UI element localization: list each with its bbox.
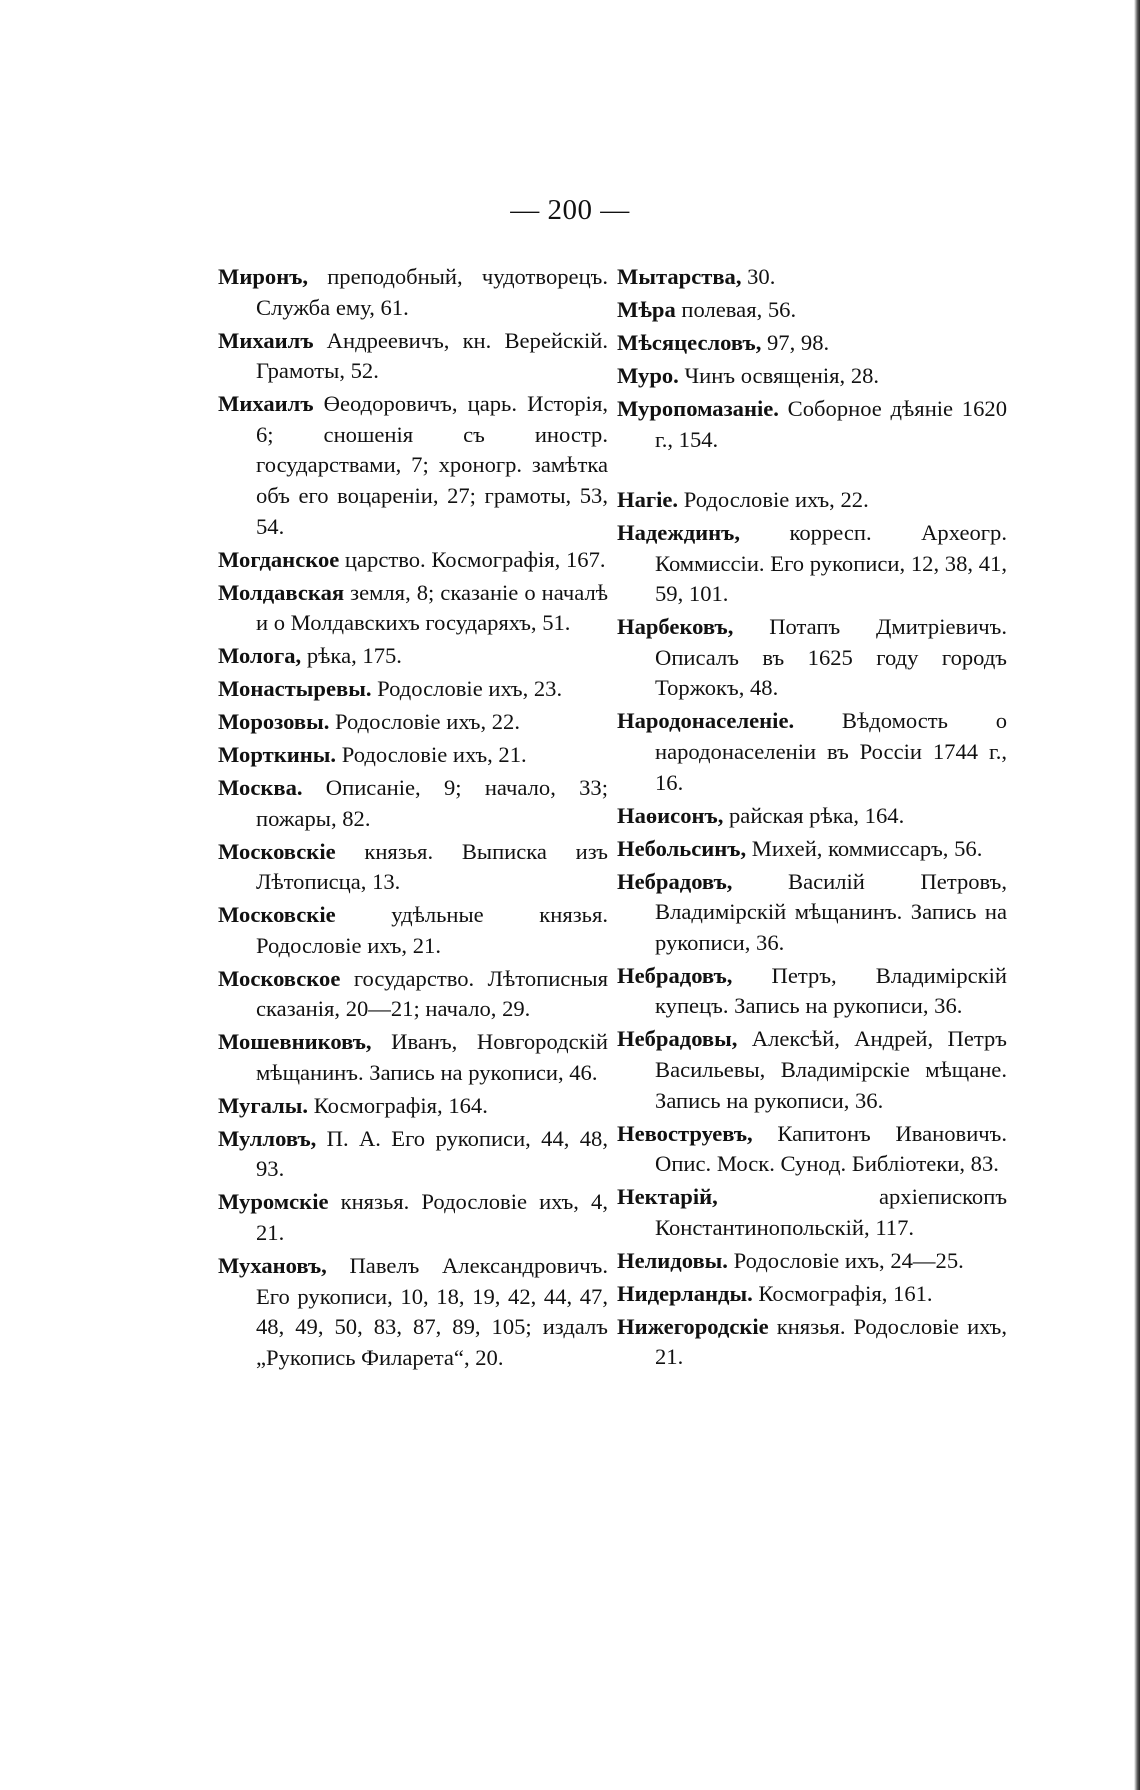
index-entry [617, 1279, 1007, 1310]
entry-text: Родословіе ихъ, 23. [371, 676, 563, 702]
index-entry [218, 674, 608, 705]
entry-heading: Могданское [218, 546, 340, 572]
index-entry [218, 389, 608, 542]
entry-heading: Надеждинъ, [617, 520, 740, 546]
entry-text: Потапъ Дмитріевичъ. Описалъ въ 1625 году городъ Торжокъ, 48. [655, 614, 1007, 701]
entry-text: Капитонъ Ивановичъ. Опис. Моск. Сунод. Библіотеки, 83. [655, 1120, 1007, 1177]
page-number: — 200 — [510, 194, 630, 226]
index-entry [617, 834, 1007, 865]
right-column [617, 262, 1007, 1375]
entry-text: 30. [741, 264, 776, 289]
entry-heading: Нелидовы. [617, 1247, 728, 1273]
index-entry [617, 518, 1007, 610]
index-entry [617, 961, 1007, 1022]
entry-heading: Нидерланды. [617, 1280, 753, 1306]
index-entry [617, 801, 1007, 832]
entry-text: Василій Петровъ, Владимірскій мѣщанинъ. Запись на рукописи, 36. [655, 868, 1007, 955]
entry-heading: Небрадовъ, [617, 868, 733, 894]
index-entry [617, 485, 1007, 516]
entry-text: государство. Лѣтописныя сказанія, 20—21; начало, 29. [256, 965, 608, 1022]
entry-heading: Молога, [218, 643, 302, 669]
index-entry [218, 1124, 608, 1185]
entry-heading: Нагіе. [617, 487, 679, 513]
entry-text: П. А. Его рукописи, 44, 48, 93. [256, 1125, 608, 1182]
entry-heading: Народонаселеніе. [617, 708, 795, 734]
index-entry [218, 326, 608, 387]
index-entry [617, 394, 1007, 455]
entry-text: 97, 98. [761, 329, 830, 355]
entry-text: Петръ, Владимірскій купецъ. Запись на рукописи, 36. [655, 962, 1007, 1019]
index-entry [617, 361, 1007, 392]
entry-heading: Морткины. [218, 742, 337, 768]
entry-heading: Мѣсяцесловъ, [617, 329, 762, 355]
entry-text: Родословіе ихъ, 21. [336, 742, 527, 768]
entry-heading: Михаилъ [218, 327, 314, 353]
entry-text: Андреевичъ, кн. Верейскій. Грамоты, 52. [256, 327, 608, 384]
entry-heading: Михаилъ [218, 391, 314, 417]
index-entry [617, 1119, 1007, 1180]
entry-heading: Мытарства, [617, 264, 742, 289]
index-entry [617, 295, 1007, 326]
entry-text: князья. Родословіе ихъ, 21. [655, 1313, 1007, 1370]
entry-heading: Московскіе [218, 902, 336, 928]
index-entry [617, 1312, 1007, 1373]
entry-text: Родословіе ихъ, 22. [678, 487, 869, 513]
entry-text: Өеодоровичъ, царь. Исторія, 6; сношенія съ иностр. государствами, 7; хроногр. замѣтка объ его воцареніи, 27; грамоты, 53, 54. [256, 391, 608, 539]
entry-heading: Невоструевъ, [617, 1120, 753, 1146]
entry-heading: Небольсинъ, [617, 835, 747, 861]
index-entry [218, 900, 608, 961]
index-entry [218, 1187, 608, 1248]
index-entry [218, 740, 608, 771]
entry-text: Павелъ Александровичъ. Его рукописи, 10, 18, 19, 42, 44, 47, 48, 49, 50, 83, 87, 89, 105; издалъ „Рукопись Филарета“, 20. [256, 1253, 608, 1370]
index-entry [218, 1251, 608, 1373]
entry-text: Описаніе, 9; начало, 33; пожары, 82. [256, 775, 608, 831]
index-entry [617, 1182, 1007, 1243]
entry-heading: Небрадовы, [617, 1026, 738, 1052]
entry-heading: Мѣра [617, 296, 676, 322]
entry-text: Вѣдомость о народонаселеніи въ Россіи 1744 г., 16. [655, 708, 1007, 795]
entry-text: Соборное дѣяніе 1620 г., 154. [655, 395, 1007, 452]
entry-text: корресп. Археогр. Коммиссіи. Его рукописи, 12, 38, 41, 59, 101. [655, 520, 1007, 607]
entry-heading: Мулловъ, [218, 1125, 317, 1151]
entry-text: удѣльные князья. Родословіе ихъ, 21. [256, 902, 608, 958]
entry-heading: Нарбековъ, [617, 614, 734, 640]
entry-heading: Нижегородскіе [617, 1313, 769, 1339]
entry-heading: Муро. [617, 362, 679, 388]
index-entry [617, 1024, 1007, 1116]
index-entry [218, 578, 608, 639]
entry-heading: Мугалы. [218, 1092, 309, 1118]
left-column [218, 262, 608, 1376]
entry-text: рѣка, 175. [301, 643, 402, 669]
entry-heading: Муропомазаніе. [617, 395, 779, 421]
index-entry [617, 612, 1007, 704]
entry-heading: Мошевниковъ, [218, 1029, 372, 1055]
entry-heading: Небрадовъ, [617, 962, 733, 988]
entry-text: царство. Космографія, 167. [339, 546, 606, 572]
entry-text: полевая, 56. [675, 296, 797, 322]
index-entry [617, 262, 1007, 293]
index-entry [218, 964, 608, 1025]
index-entry [218, 262, 608, 323]
entry-text: князья. Выписка изъ Лѣтописца, 13. [256, 838, 608, 895]
entry-heading: Московское [218, 965, 341, 991]
entry-heading: Москва. [218, 775, 303, 801]
index-entry [218, 1091, 608, 1122]
entry-heading: Московскіе [218, 838, 336, 864]
entry-text: райская рѣка, 164. [723, 802, 905, 828]
entry-heading: Миронъ, [218, 264, 309, 289]
entry-text: Иванъ, Новгородскій мѣщанинъ. Запись на рукописи, 46. [256, 1029, 608, 1085]
index-entry [617, 867, 1007, 959]
entry-text: преподобный, чудотворецъ. Служба ему, 61. [256, 264, 608, 320]
index-entry [218, 707, 608, 738]
entry-text: архіепископъ Константинопольскій, 117. [655, 1184, 1007, 1240]
index-entry [617, 706, 1007, 798]
entry-text: Родословіе ихъ, 24—25. [727, 1247, 964, 1273]
index-entry [617, 1246, 1007, 1277]
entry-heading: Наөисонъ, [617, 802, 724, 828]
scan-edge [1134, 0, 1140, 1790]
index-entry [218, 545, 608, 576]
index-entry [218, 837, 608, 898]
entry-text: Михей, коммиссаръ, 56. [746, 835, 983, 861]
entry-heading: Нектарій, [617, 1184, 718, 1210]
entry-text: Родословіе ихъ, 22. [329, 709, 520, 735]
entry-heading: Молдавская [218, 579, 345, 605]
entry-heading: Муромскіе [218, 1189, 329, 1215]
entry-heading: Монастыревы. [218, 676, 372, 702]
entry-heading: Морозовы. [218, 709, 330, 735]
entry-text: Алексѣй, Андрей, Петръ Васильевы, Владимірскіе мѣщане. Запись на рукописи, 36. [655, 1026, 1007, 1113]
entry-text: Космографія, 164. [308, 1092, 488, 1118]
entry-text: Космографія, 161. [752, 1280, 933, 1306]
index-entry [218, 1027, 608, 1088]
entry-heading: Мухановъ, [218, 1253, 327, 1279]
index-entry [218, 641, 608, 672]
entry-text: Чинъ освященія, 28. [678, 362, 880, 388]
entry-text: земля, 8; сказаніе о началѣ и о Молдавскихъ государяхъ, 51. [256, 579, 608, 636]
entry-text: князья. Родословіе ихъ, 4, 21. [256, 1189, 608, 1246]
index-entry [218, 773, 608, 834]
index-entry [617, 328, 1007, 359]
